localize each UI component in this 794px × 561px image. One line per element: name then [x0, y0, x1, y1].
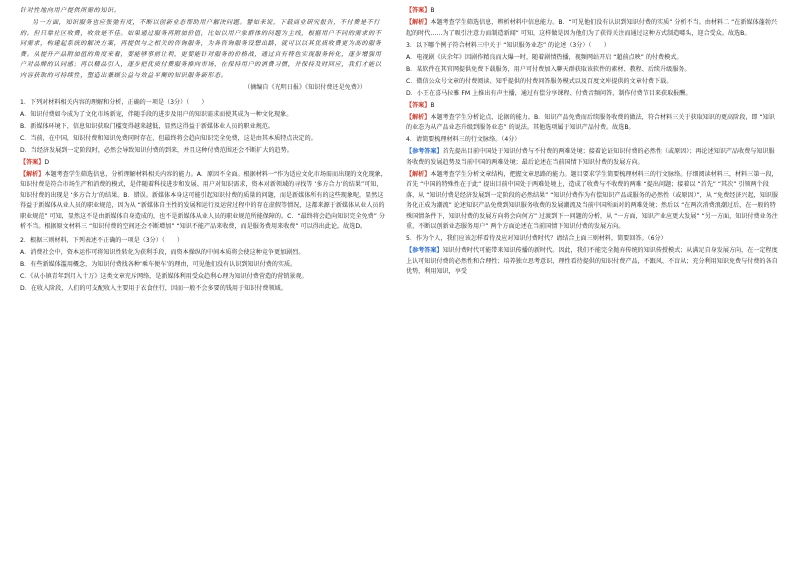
answer-value: B [430, 101, 435, 109]
analysis-text: 本题考查学生分析论点、论据的能力。B．知识产品免费而后续服务收费的做法，符合材料三关于获取知识的更高阶段，即 “知识的业态为从产品业态升级到服务业态” 的说法。其他选项属于知识产品付费。故选B。 [406, 113, 775, 131]
question-4-stem: 4．请简要梳理材料三的行文脉络。（4分） [406, 136, 521, 143]
question-5-reference-answer [406, 246, 778, 278]
question-4-analysis [406, 170, 778, 233]
question-1-option-b: B．新媒体环境下，信息知识获取门槛变得越来越低，显然这得益于新媒体业人员的职业规范。 [20, 122, 275, 130]
answer-label: 【答案】 [406, 101, 431, 109]
analysis-label: 【解析】 [406, 113, 431, 121]
reference-answer-text: 知识付费时代可能带来知识传播的新时代。因此，我们不能完全抛弃传统的知识传授模式；从满足自身发展方向，在一定程度上认可知识付费的必然性和合理性；培养独立思考意识，理性看待提供的知识付费产品，不跟风、不盲从；充分利用知识免费与付费的各自优势，利用知识，享受 [406, 247, 778, 275]
analysis-text: 本题考查学生筛选信息，分析理解材料相关内容的能力。A．原因不全面。根据材料一“作为适应文化市场需而出现的文化现象，知识付费是符合市场生产和消费的模式，是伴随着科技进步和发展、用户对知识需求，资本对新领域的寻找等 ‘多方合力’的结果”可知，知识付费的出现是 ‘多方合力’的结果。B．错误。新媒体本身这可能引起知识付费的质量的问题，而是新媒体所有的这些现象呢，显然这得益于新媒体从业人员的职业规范，因为从 “新媒体自主性的发展和运行及运营过程中的存在虚假等情况，这都来源于新媒体从业人员的职业规范” 可知，显然这不是由新媒体自身造成的，也不是新媒体从业人员的职业规范所能保障的。C．“最终将会趋向知识完全免费” 分析不当。根据原文材料三 “知识付费的空间还会不断增加” “知识不能产品来收费，而是服务费用来收费” 可以得出此论。故选D。 [20, 170, 387, 230]
reference-answer-text: 首先提出目前中国处于知识付费与不付费的两难处境；接着论证知识付费的必然性（或原因）；再论述知识产品收费与知识服务收费的发展趋势及当前中国的两难处境；最后论述在当前国情下知识付费的发展方向。 [406, 148, 775, 166]
left-column [20, 6, 388, 296]
analysis-label: 【解析】 [20, 170, 45, 178]
passage-line: 针对性地向用户提供所需的知识。 [20, 7, 121, 14]
question-3-option-b: B．某软件在其官网提供免费下载服务，用户可付费加入聊天群获取该软件的素材、教程、后续升级服务。 [406, 65, 691, 73]
answer-value: B [430, 7, 435, 14]
question-2-analysis [406, 18, 778, 39]
question-3-stem: 3．以下哪个例子符合材料三中关于 “知识服务业态” 的论述（3分）（ ） [406, 41, 610, 49]
question-2-answer [406, 6, 778, 17]
question-1-option-a: A．知识付费如今成为了文化市场新宠，伴随手段的进步及用户的知识需求而使其成为一种文化现象。 [20, 110, 293, 118]
question-3-option-c: C．微信公众号文章的付费阅读、知乎提供的付费问答服务模式以及百度文库提供的文章付费下载。 [406, 77, 673, 85]
answer-label: 【答案】 [20, 158, 45, 166]
answer-value: D [44, 158, 50, 166]
question-1-option-c: C．当前，在中国，知识付费和知识免费同时存在，但最终将会趋向知识完全免费，这是由其本质特点决定的。 [20, 134, 317, 142]
question-3-answer [406, 101, 778, 112]
question-4-reference-answer [406, 147, 778, 168]
right-column [406, 6, 778, 279]
analysis-text: 本题考查学生分析文章结构，把握文章思路的能力。题目要求学生简要梳理材料三的行文脉络。仔细阅读材料三，材料三第一段，首先 “中国的特殊性在于此” 提出目前中国处于两难处境上，造成了收费与不收费的两难 “提出问题；接着以 “首先” “其次” 引领两个段落，从 “知识付费是经济发展到一定阶段的必然结果” “知识付费作为有偿知识产品或服务的必然性（或原因）”，从 “免费经济兴起，知识服务化正成为潮流” 论述知识产品免费到知识服务收费的发展潮流及当前中国所面对的两难处境；然后以 “在两次消费浪潮过后，在一般的特殊国情条件下，知识付费的发展方向将会向何方” 过渡到下一问题的分析，从 “一方面，知识产业应更大发展” “另一方面，知识付费业务注重，不断以创新业态服务用户” 两个方面论述在当前国情下知识付费的发展方向。 [406, 170, 778, 230]
analysis-label: 【解析】 [406, 19, 431, 26]
question-1-answer [20, 158, 388, 169]
answer-label: 【答案】 [406, 7, 431, 14]
question-3-analysis [406, 113, 778, 134]
reference-answer-label: 【参考答案】 [406, 247, 443, 254]
question-3-option-a: A．电视剧《庆余年》因剧作精良而大爆一时，随着剧情热播，视频网站开启 “超前点映” 的付费模式。 [406, 53, 683, 61]
source-citation: （摘编自《光明日报》《知识付费还是免费》） [244, 84, 366, 91]
question-2-option-a: A．消费社会中，资本运作可将知识性转化为获利手段，而资本操纵的中间本质将会使这种竞争更加剧烈。 [20, 249, 305, 256]
question-3-option-d: D．小王在喜马拉雅 FM 上推出有声主播，通过有偿分享课程、付费音频问答、制作付费节目来获取报酬。 [406, 89, 692, 97]
question-2-stem: 2．根据三则材料，下列表述不正确的一项是（3分）（ ） [20, 237, 184, 244]
question-2-option-c: C．《从小镇青年到月入十万》这类文章充斥网络，是新媒体利用受众趋利心理为知识付费营造的营销景观。 [20, 273, 308, 280]
question-2-option-b: B．有些新媒体滥用概念，为知识付费找各种‘乘车便车’的理由，可见他们没有认识到知识付费的实质。 [20, 261, 297, 268]
question-1-analysis [20, 170, 388, 233]
reference-answer-label: 【参考答案】 [406, 148, 443, 155]
question-5-stem: 5．作为个人，我们应该怎样看待及应对知识付费时代？请结合上面三则材料，简要回答。（6分） [406, 235, 667, 242]
question-1-option-d: D．当经济发展到一定阶段时，必然会导致知识付费的到来，并且这种付费范围还会不断扩大的趋势。 [20, 146, 293, 154]
question-1-stem: 1．下列对材料相关内容的理解和分析，正确的一项是（3分）（ ） [20, 98, 208, 106]
analysis-label: 【解析】 [406, 170, 431, 178]
question-2-option-d: D．在收入阶段，人们的可支配收入主要用于衣食住行，因而一般不会多要的钱用于知识付费领域。 [20, 285, 287, 292]
analysis-text: 本题考查学生筛选信息，辨析材料中信息能力。B．“可见他们没有认识到知识付费的实质” 分析不当。由材料二 “在新媒体蓬勃兴起的时代……为了吸引注意力而制造新闻” 可知，这样做是因为他们为了获得关注而通过这种方式制造噱头，迎合受众。故选B。 [406, 19, 777, 37]
passage-paragraph: 另一方面，知识服务也应张弛有度，不断以创新业态帮助用户解决问题。譬如来说，下载商业研究报告，不付费是不行的。但只靠社区收费，收效是不佳。如果通过服务再附加价值，比如以用户象群体的问题为主线，根据用户不同的需求的不同需求，构建起系统的解决方案，再提供与之相关的咨询服务，为各咨询服务设想出路，就可以以其优质收费更为高的服务费。从提升产品附加值的角度来看，要能够事前让利，更要能针对服务的价格战，通过自有特色实现服务转化，逐步增强用户对品牌的认同感；再以精品引入，逐步把优质付费服务推向市场，在保持用户的消费习惯，并保持及时回应，我们才能以内容获取的可持续性，塑造出兼顾公益与效益平衡的知识服务新形态。 [20, 19, 382, 79]
